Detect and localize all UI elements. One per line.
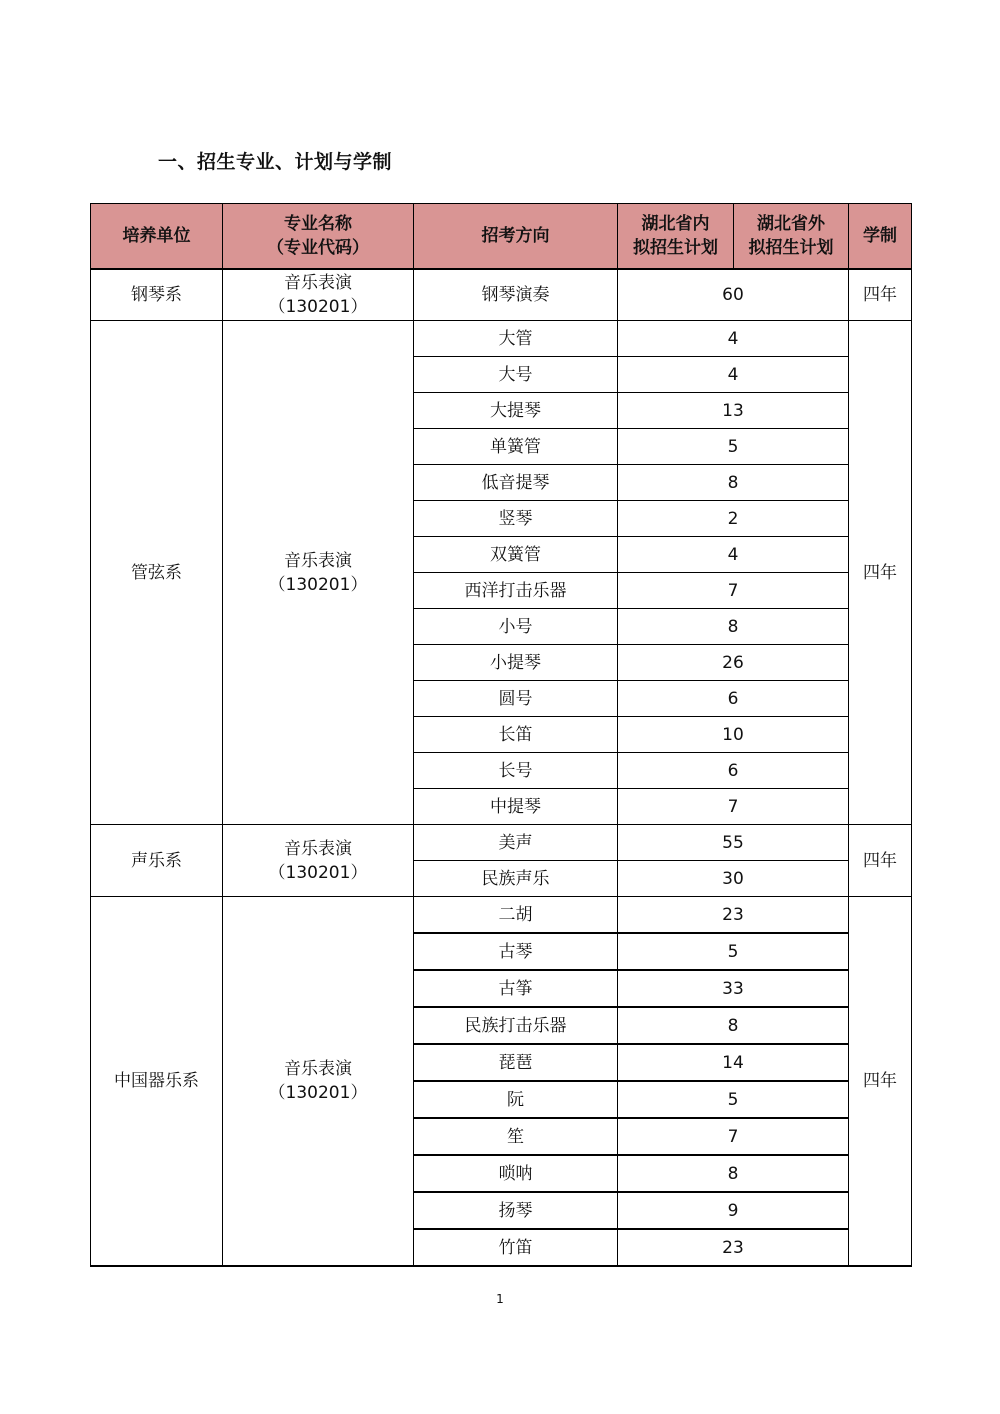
plan-cell: 4 <box>618 321 849 357</box>
table-body <box>91 269 912 1266</box>
header-unit: 培养单位 <box>91 204 223 270</box>
duration-cell: 四年 <box>849 269 912 321</box>
direction-cell: 小提琴 <box>414 645 618 681</box>
direction-cell: 钢琴演奏 <box>414 269 618 321</box>
direction-cell: 美声 <box>414 825 618 861</box>
major-code: （130201） <box>268 297 368 317</box>
plan-cell: 4 <box>618 537 849 573</box>
plan-cell: 26 <box>618 645 849 681</box>
header-major <box>223 204 414 270</box>
plan-cell: 8 <box>618 1007 849 1044</box>
header-major-code: （专业代码） <box>267 238 369 258</box>
table-row <box>91 825 912 861</box>
table-row <box>91 269 912 321</box>
direction-cell: 古琴 <box>414 933 618 970</box>
major-cell <box>223 897 414 1267</box>
header-in-province-line1: 湖北省内 <box>641 214 710 234</box>
direction-cell: 双簧管 <box>414 537 618 573</box>
header-out-province-line1: 湖北省外 <box>757 214 825 234</box>
major-name: 音乐表演 <box>284 550 352 571</box>
header-in-province-line2: 拟招生计划 <box>633 238 718 258</box>
plan-cell: 23 <box>618 1229 849 1266</box>
plan-cell: 9 <box>618 1192 849 1229</box>
header-out-province <box>734 204 849 270</box>
unit-cell: 钢琴系 <box>91 269 223 321</box>
plan-cell: 5 <box>618 933 849 970</box>
table-row <box>91 897 912 934</box>
direction-cell: 二胡 <box>414 897 618 934</box>
major-name: 音乐表演 <box>284 1059 352 1079</box>
major-code: （130201） <box>268 574 368 595</box>
plan-cell: 23 <box>618 897 849 934</box>
section-title: 一、招生专业、计划与学制 <box>158 151 393 173</box>
direction-cell: 唢呐 <box>414 1155 618 1192</box>
direction-cell: 小号 <box>414 609 618 645</box>
major-cell <box>223 825 414 897</box>
direction-cell: 西洋打击乐器 <box>414 573 618 609</box>
duration-cell: 四年 <box>849 897 912 1267</box>
plan-cell: 6 <box>618 681 849 717</box>
header-out-province-line2: 拟招生计划 <box>748 238 834 258</box>
direction-cell: 圆号 <box>414 681 618 717</box>
plan-cell: 4 <box>618 357 849 393</box>
unit-cell: 中国器乐系 <box>91 897 223 1267</box>
direction-cell: 民族打击乐器 <box>414 1007 618 1044</box>
header-major-name: 专业名称 <box>284 214 352 234</box>
direction-cell: 民族声乐 <box>414 861 618 897</box>
direction-cell: 扬琴 <box>414 1192 618 1229</box>
plan-cell: 33 <box>618 970 849 1007</box>
plan-cell: 2 <box>618 501 849 537</box>
direction-cell: 古筝 <box>414 970 618 1007</box>
plan-cell: 30 <box>618 861 849 897</box>
direction-cell: 竖琴 <box>414 501 618 537</box>
major-cell <box>223 321 414 825</box>
unit-cell: 管弦系 <box>91 321 223 825</box>
direction-cell: 大提琴 <box>414 393 618 429</box>
page-number: 1 <box>496 1292 504 1306</box>
direction-cell: 琵琶 <box>414 1044 618 1081</box>
header-direction: 招考方向 <box>414 204 618 270</box>
plan-cell: 7 <box>618 789 849 825</box>
major-cell <box>223 269 414 321</box>
direction-cell: 长笛 <box>414 717 618 753</box>
plan-cell: 55 <box>618 825 849 861</box>
major-code: （130201） <box>268 1083 368 1103</box>
header-in-province <box>618 204 734 270</box>
plan-cell: 7 <box>618 573 849 609</box>
plan-cell: 13 <box>618 393 849 429</box>
plan-cell: 6 <box>618 753 849 789</box>
plan-cell: 60 <box>618 269 849 321</box>
direction-cell: 大管 <box>414 321 618 357</box>
direction-cell: 低音提琴 <box>414 465 618 501</box>
direction-cell: 笙 <box>414 1118 618 1155</box>
direction-cell: 中提琴 <box>414 789 618 825</box>
plan-cell: 5 <box>618 429 849 465</box>
table-row <box>91 321 912 357</box>
major-name: 音乐表演 <box>284 838 352 859</box>
duration-cell: 四年 <box>849 321 912 825</box>
plan-cell: 8 <box>618 465 849 501</box>
enrollment-plan-table <box>90 203 912 1267</box>
plan-cell: 5 <box>618 1081 849 1118</box>
direction-cell: 长号 <box>414 753 618 789</box>
major-name: 音乐表演 <box>284 273 352 293</box>
plan-cell: 8 <box>618 609 849 645</box>
direction-cell: 单簧管 <box>414 429 618 465</box>
direction-cell: 竹笛 <box>414 1229 618 1266</box>
table-header-row <box>91 204 912 270</box>
direction-cell: 阮 <box>414 1081 618 1118</box>
plan-cell: 14 <box>618 1044 849 1081</box>
plan-cell: 10 <box>618 717 849 753</box>
direction-cell: 大号 <box>414 357 618 393</box>
unit-cell: 声乐系 <box>91 825 223 897</box>
duration-cell: 四年 <box>849 825 912 897</box>
major-code: （130201） <box>268 862 368 883</box>
plan-cell: 7 <box>618 1118 849 1155</box>
header-duration: 学制 <box>849 204 912 270</box>
plan-cell: 8 <box>618 1155 849 1192</box>
